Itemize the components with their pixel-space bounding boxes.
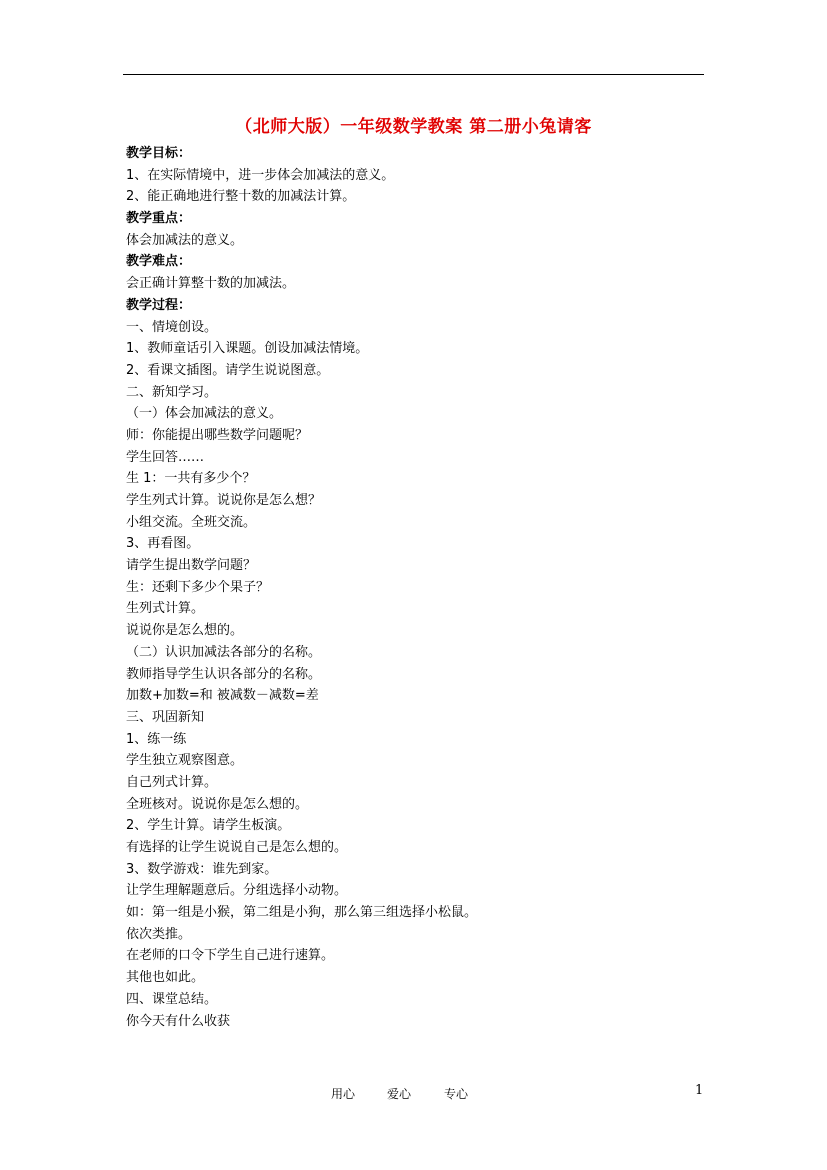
body-line: 生列式计算。 (126, 601, 205, 617)
body-line: 体会加减法的意义。 (126, 232, 244, 248)
body-line: 1、练一练 (126, 731, 187, 747)
body-line: 一、情境创设。 (126, 319, 218, 335)
body-line: 三、巩固新知 (126, 709, 205, 725)
body-line: 学生独立观察图意。 (126, 753, 244, 769)
body-line: 师：你能提出哪些数学问题呢？ (126, 427, 309, 443)
page-number: 1 (695, 1083, 704, 1098)
body-line: 自己列式计算。 (126, 774, 218, 790)
body-line: 如：第一组是小猴，第二组是小狗，那么第三组选择小松鼠。 (126, 905, 478, 921)
body-line: 会正确计算整十数的加减法。 (126, 276, 296, 292)
body-line: 请学生提出数学问题？ (126, 558, 257, 574)
footer-word-3: 专心 (444, 1087, 469, 1101)
footer-word-1: 用心 (331, 1087, 356, 1101)
section-heading: 教学过程： (126, 297, 192, 313)
body-line: 学生列式计算。说说你是怎么想？ (126, 493, 322, 508)
body-line: 二、新知学习。 (126, 384, 218, 400)
body-line: （一）体会加减法的意义。 (126, 406, 283, 422)
body-line: 生 1：一共有多少个？ (126, 471, 256, 487)
body-line: 全班核对。说说你是怎么想的。 (126, 796, 309, 812)
body-line: 有选择的让学生说说自己是怎么想的。 (126, 840, 348, 855)
header-rule (123, 74, 704, 75)
body-line: 1、在实际情境中，进一步体会加减法的意义。 (126, 167, 395, 183)
body-line: 2、看课文插图。请学生说说图意。 (126, 362, 330, 378)
body-line: 在老师的口令下学生自己进行速算。 (126, 948, 335, 964)
document-body (126, 143, 726, 1032)
section-heading: 教学目标： (126, 146, 192, 161)
footer-word-2: 爱心 (387, 1087, 412, 1101)
body-line: 3、再看图。 (126, 536, 200, 552)
section-heading: 教学重点： (126, 211, 192, 227)
body-line: 你今天有什么收获 (126, 1013, 231, 1029)
section-heading: 教学难点： (126, 254, 192, 270)
document-title: （北师大版）一年级数学教案 第二册小兔请客 (235, 117, 592, 137)
body-line: 2、能正确地进行整十数的加减法计算。 (126, 189, 356, 205)
body-line: 让学生理解题意后。分组选择小动物。 (126, 883, 348, 899)
body-line: 加数+加数=和 被减数－减数=差 (126, 688, 319, 704)
body-line: 1、教师童话引入课题。创设加减法情境。 (126, 341, 369, 357)
body-line: 小组交流。全班交流。 (126, 514, 257, 530)
body-line: 四、课堂总结。 (126, 991, 218, 1007)
body-line: （二）认识加减法各部分的名称。 (126, 644, 322, 660)
body-line: 依次类推。 (126, 926, 192, 942)
body-line: 3、数学游戏：谁先到家。 (126, 861, 278, 877)
body-line: 说说你是怎么想的。 (126, 623, 244, 639)
body-line: 生：还剩下多少个果子？ (126, 579, 270, 595)
body-line: 2、学生计算。请学生板演。 (126, 818, 291, 834)
body-line: 其他也如此。 (126, 970, 205, 986)
body-line: 学生回答…… (126, 449, 205, 465)
body-line: 教师指导学生认识各部分的名称。 (126, 666, 322, 682)
